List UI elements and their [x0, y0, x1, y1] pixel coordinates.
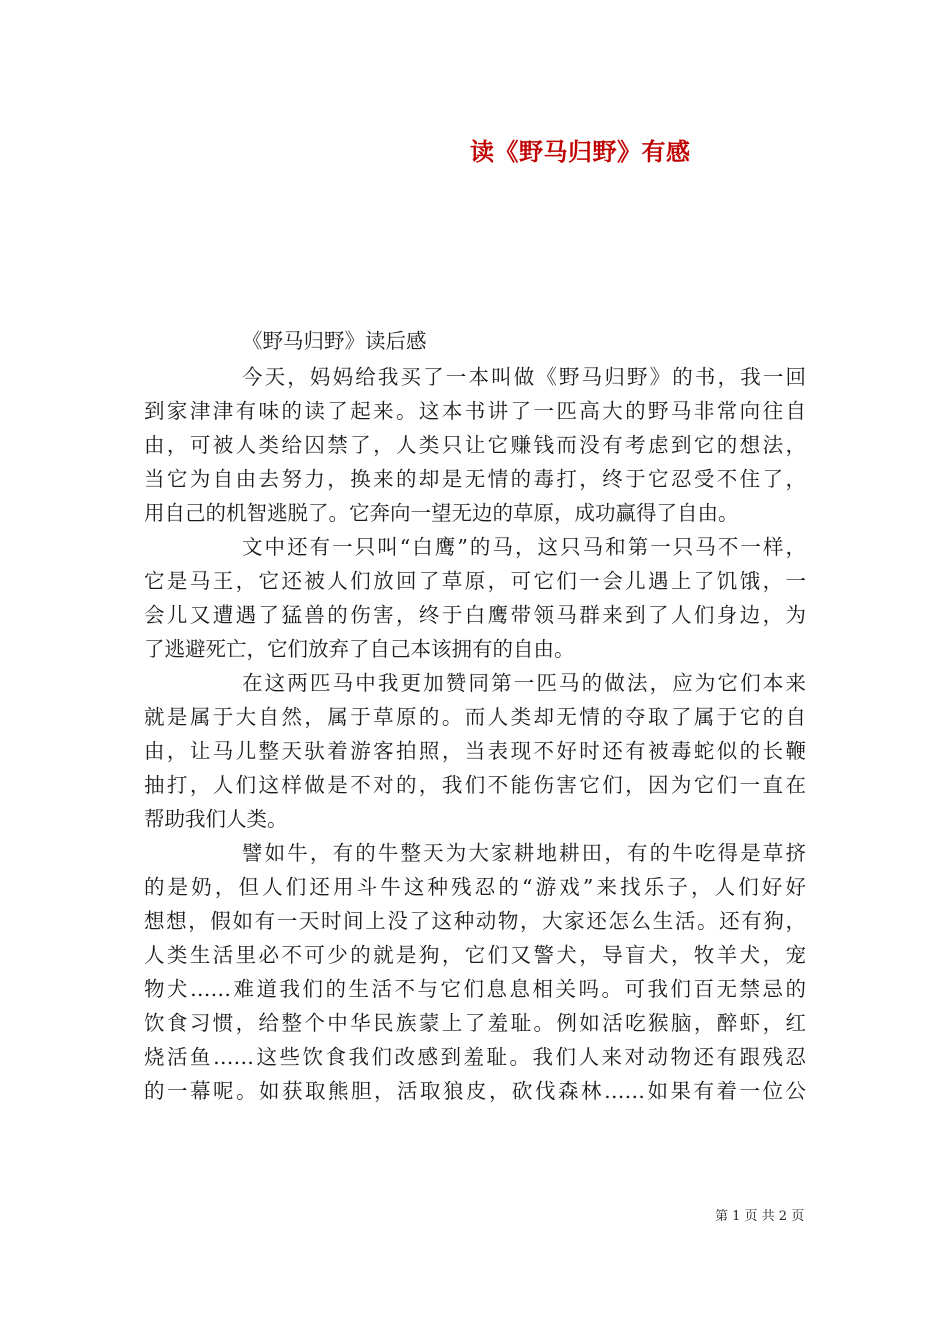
text-line: 想想，假如有一天时间上没了这种动物，大家还怎么生活。还有狗，: [144, 909, 806, 933]
paragraph-4: [144, 836, 806, 1108]
essay-subtitle: 《野马归野》读后感: [242, 329, 427, 353]
text-line: 用自己的机智逃脱了。它奔向一望无边的草原，成功赢得了自由。: [144, 501, 739, 525]
text-line: 由，可被人类给囚禁了，人类只让它赚钱而没有考虑到它的想法，: [144, 433, 806, 457]
text-line: 它是马王，它还被人们放回了草原，可它们一会儿遇上了饥饿，一: [144, 569, 806, 593]
text-line: 今天，妈妈给我买了一本叫做《野马归野》的书，我一回: [242, 365, 806, 389]
text-line: 的是奶，但人们还用斗牛这种残忍的“游戏”来找乐子，人们好好: [144, 875, 806, 899]
page-number-footer: 第 1 页 共 2 页: [715, 1209, 805, 1224]
paragraph-3: [144, 666, 806, 836]
text-line: 帮助我们人类。: [144, 807, 288, 831]
text-line: 人类生活里必不可少的就是狗，它们又警犬，导盲犬，牧羊犬，宠: [144, 943, 806, 967]
text-line: 饮食习惯，给整个中华民族蒙上了羞耻。例如活吃猴脑，醉虾，红: [144, 1011, 806, 1035]
text-line: 会儿又遭遇了猛兽的伤害，终于白鹰带领马群来到了人们身边，为: [144, 603, 806, 627]
text-line: 到家津津有味的读了起来。这本书讲了一匹高大的野马非常向往自: [144, 399, 806, 423]
text-line: 了逃避死亡，它们放弃了自己本该拥有的自由。: [144, 637, 575, 661]
document-title: 读《野马归野》有感: [470, 137, 691, 166]
text-line: 的一幕呢。如获取熊胆，活取狼皮，砍伐森林……如果有着一位公: [144, 1079, 806, 1103]
text-line: 物犬……难道我们的生活不与它们息息相关吗。可我们百无禁忌的: [144, 977, 806, 1001]
paragraph-2: [144, 530, 806, 666]
text-line: 由，让马儿整天驮着游客拍照，当表现不好时还有被毒蛇似的长鞭: [144, 739, 806, 763]
text-line: 就是属于大自然，属于草原的。而人类却无情的夺取了属于它的自: [144, 705, 806, 729]
text-line: 在这两匹马中我更加赞同第一匹马的做法，应为它们本来: [242, 671, 806, 695]
text-line: 烧活鱼……这些饮食我们改感到羞耻。我们人来对动物还有跟残忍: [144, 1045, 806, 1069]
text-line: 譬如牛，有的牛整天为大家耕地耕田，有的牛吃得是草挤: [242, 841, 806, 865]
document-body: [144, 322, 806, 1108]
text-line: 抽打，人们这样做是不对的，我们不能伤害它们，因为它们一直在: [144, 773, 806, 797]
text-line: 当它为自由去努力，换来的却是无情的毒打，终于它忍受不住了，: [144, 467, 806, 491]
paragraph-1: [144, 360, 806, 530]
text-line: 文中还有一只叫“白鹰”的马，这只马和第一只马不一样，: [242, 535, 806, 559]
